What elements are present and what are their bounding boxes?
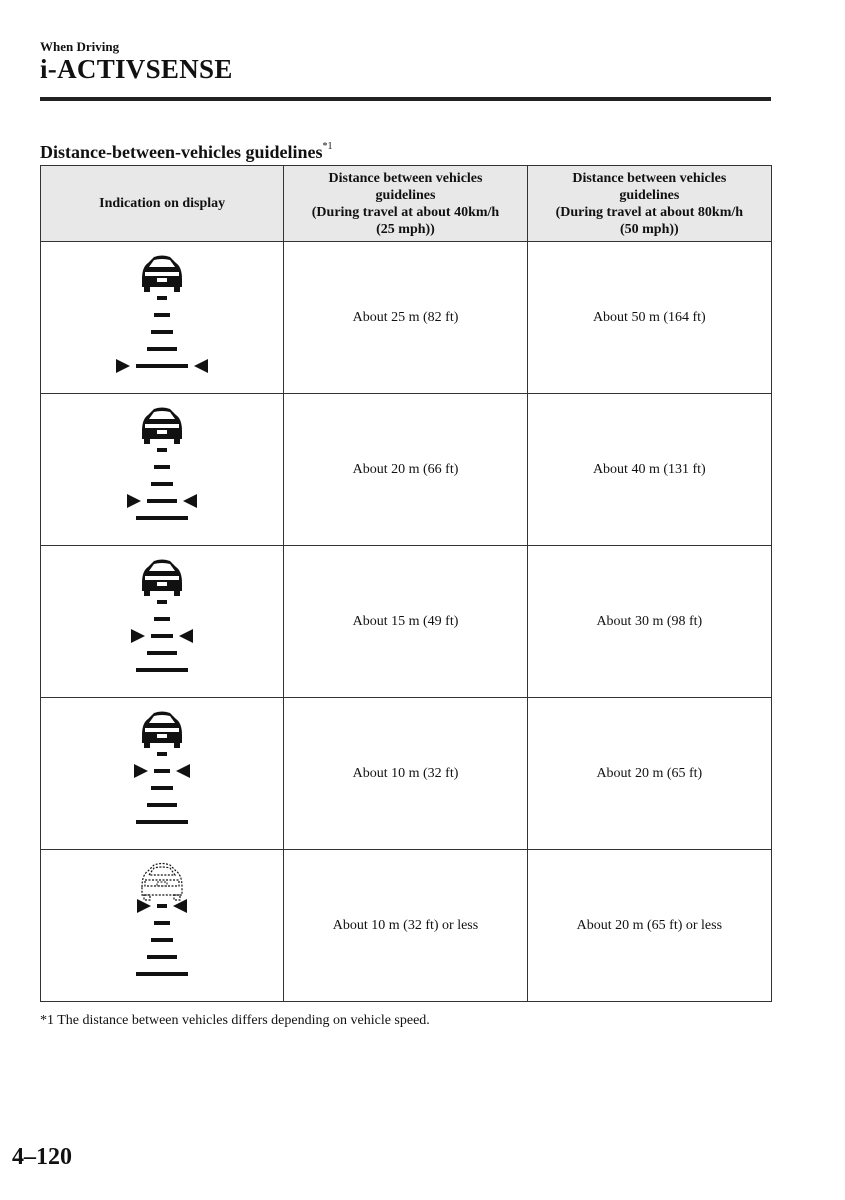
road-bar — [157, 600, 167, 604]
right-marker-icon — [173, 899, 187, 913]
road-bar — [136, 668, 188, 672]
table-row — [41, 546, 772, 698]
road-bar — [151, 482, 173, 486]
road-bar — [154, 921, 170, 925]
road-bar — [147, 499, 177, 503]
road-bar — [154, 769, 170, 773]
header-line: (25 mph)) — [376, 221, 435, 237]
footnote: *1 The distance between vehicles differs depending on vehicle speed. — [40, 1013, 430, 1028]
road-bar — [147, 651, 177, 655]
road-bar — [136, 972, 188, 976]
distance-40-cell: About 15 m (49 ft) — [284, 546, 527, 698]
road-bar — [151, 938, 173, 942]
road-bar — [151, 786, 173, 790]
header-line: (During travel at about 40km/h — [311, 204, 500, 220]
road-bar — [157, 752, 167, 756]
road-bar — [154, 313, 170, 317]
distance-2-bars-icon — [102, 709, 222, 839]
header-distance-80kmh — [527, 166, 771, 242]
distance-40-cell: About 10 m (32 ft) or less — [284, 850, 527, 1002]
right-marker-icon — [183, 494, 197, 508]
page-title: i-ACTIVSENSE — [40, 54, 233, 84]
car-icon — [142, 407, 182, 444]
indicator-cell — [41, 546, 284, 698]
car-outline-icon — [142, 863, 182, 900]
table-row — [41, 242, 772, 394]
indicator-cell — [41, 394, 284, 546]
table-row — [41, 698, 772, 850]
footnote-mark: *1 — [322, 141, 333, 152]
left-marker-icon — [137, 899, 151, 913]
road-bar — [136, 364, 188, 368]
section-label: When Driving — [40, 39, 120, 54]
distance-80-cell: About 50 m (164 ft) — [527, 242, 771, 394]
header-line: (50 mph)) — [619, 221, 679, 237]
distance-guidelines-table — [40, 165, 772, 1002]
distance-80-cell: About 20 m (65 ft) or less — [527, 850, 771, 1002]
header-line: Distance between vehicles — [328, 170, 483, 186]
header-line: guidelines — [619, 187, 680, 203]
header-distance-40kmh — [284, 166, 527, 242]
road-bar — [151, 330, 173, 334]
distance-4-bars-icon — [102, 405, 222, 535]
distance-40-cell: About 25 m (82 ft) — [284, 242, 527, 394]
car-icon — [142, 711, 182, 748]
road-bar — [147, 955, 177, 959]
right-marker-icon — [176, 764, 190, 778]
table-header-row — [41, 166, 772, 242]
indicator-cell — [41, 242, 284, 394]
header-line: Distance between vehicles — [572, 170, 727, 186]
table-row — [41, 850, 772, 1002]
road-bar — [157, 296, 167, 300]
distance-80-cell: About 20 m (65 ft) — [527, 698, 771, 850]
header-indication-line: Indication on display — [99, 196, 226, 211]
road-bar — [151, 634, 173, 638]
right-marker-icon — [179, 629, 193, 643]
header-line: guidelines — [375, 187, 436, 203]
road-bar — [147, 803, 177, 807]
header-indication — [41, 166, 284, 242]
road-bar — [154, 617, 170, 621]
table-heading-text: Distance-between-vehicles guidelines — [40, 142, 323, 162]
title-divider — [40, 97, 771, 101]
road-bar — [136, 516, 188, 520]
left-marker-icon — [134, 764, 148, 778]
indicator-cell — [41, 698, 284, 850]
distance-80-cell: About 30 m (98 ft) — [527, 546, 771, 698]
table-heading — [40, 142, 332, 163]
left-marker-icon — [131, 629, 145, 643]
indicator-cell — [41, 850, 284, 1002]
road-bar — [136, 820, 188, 824]
distance-40-cell: About 20 m (66 ft) — [284, 394, 527, 546]
distance-5-bars-icon — [102, 253, 222, 383]
car-icon — [142, 255, 182, 292]
distance-80-cell: About 40 m (131 ft) — [527, 394, 771, 546]
header-line: (During travel at about 80km/h — [555, 204, 744, 220]
distance-1-bar-dashed-car-icon — [102, 861, 222, 991]
distance-3-bars-icon — [102, 557, 222, 687]
page-number: 4–120 — [12, 1144, 72, 1170]
left-marker-icon — [116, 359, 130, 373]
road-bar — [154, 465, 170, 469]
table-row — [41, 394, 772, 546]
left-marker-icon — [127, 494, 141, 508]
road-bar — [157, 904, 167, 908]
right-marker-icon — [194, 359, 208, 373]
car-icon — [142, 559, 182, 596]
road-bar — [157, 448, 167, 452]
road-bar — [147, 347, 177, 351]
distance-40-cell: About 10 m (32 ft) — [284, 698, 527, 850]
